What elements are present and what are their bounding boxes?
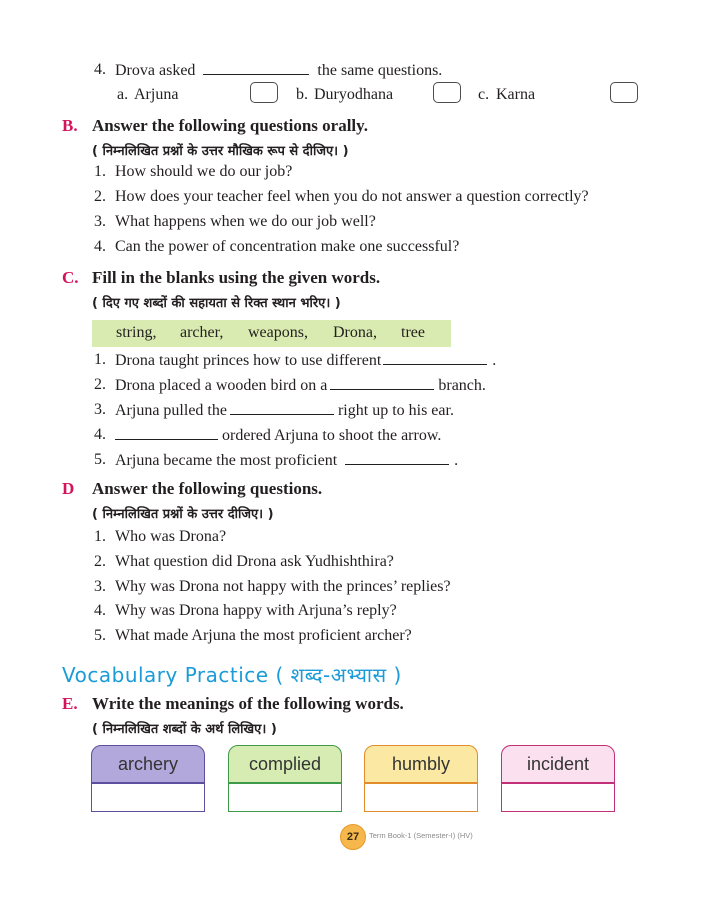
option-b-checkbox[interactable] (433, 82, 461, 103)
item-number: 1. (94, 528, 106, 545)
item-before: Drona taught princes how to use different (115, 352, 382, 369)
word-bank-item: tree (401, 324, 425, 341)
meaning-answer-box[interactable] (228, 783, 342, 812)
vocabulary-title: Vocabulary Practice ( शब्द-अभ्यास ) (62, 663, 402, 687)
meaning-answer-box[interactable] (364, 783, 478, 812)
item-text (115, 375, 486, 396)
fill-blank[interactable] (383, 350, 487, 365)
q4-options (0, 85, 704, 107)
item-number: 4. (94, 602, 106, 619)
q4-row (0, 60, 704, 80)
item-text: How does your teacher feel when you do not answer a question correctly? (115, 188, 589, 205)
item-text (115, 425, 441, 446)
option-b-text: Duryodhana (314, 86, 394, 103)
item-number: 2. (94, 188, 106, 205)
q4-number: 4. (94, 61, 106, 78)
section-c-title: Fill in the blanks using the given words. (92, 268, 381, 287)
meaning-answer-box[interactable] (91, 783, 205, 812)
item-number: 5. (94, 627, 106, 644)
item-before: Arjuna pulled the (115, 402, 227, 419)
item-after: branch. (438, 377, 486, 394)
option-b-letter: b. (296, 86, 308, 103)
q4-text (115, 60, 442, 81)
item-text (115, 350, 496, 371)
item-after: . (454, 452, 459, 469)
word-bank-item: Drona, (333, 324, 377, 341)
q4-before: Drova asked (115, 62, 196, 79)
word-card-archery (91, 745, 205, 811)
item-text: Why was Drona not happy with the princes’ replies? (115, 578, 451, 595)
item-text: Can the power of concentration make one successful? (115, 238, 460, 255)
item-text: How should we do our job? (115, 163, 293, 180)
section-b-hindi: ( निम्नलिखित प्रश्नों के उत्तर मौखिक रूप से दीजिए। ) (92, 144, 349, 159)
word-card-humbly (364, 745, 478, 811)
item-number: 3. (94, 401, 106, 418)
fill-blank[interactable] (115, 425, 218, 440)
item-number: 4. (94, 238, 106, 255)
word-card-label: incident (501, 745, 615, 783)
word-card-complied (228, 745, 342, 811)
item-after: . (492, 352, 497, 369)
word-card-label: complied (228, 745, 342, 783)
word-bank-item: archer, (180, 324, 224, 341)
section-d-title: Answer the following questions. (92, 479, 323, 498)
item-text (115, 450, 458, 471)
item-before: Drona placed a wooden bird on a (115, 377, 328, 394)
option-a-text: Arjuna (134, 86, 179, 103)
fill-blank[interactable] (230, 400, 334, 415)
footer-book-title: Term Book-1 (Semester-I) (HV) (369, 831, 473, 840)
section-c-hindi: ( दिए गए शब्दों की सहायता से रिक्त स्थान भरिए। ) (92, 296, 341, 311)
item-text: What made Arjuna the most proficient archer? (115, 627, 412, 644)
item-before: Arjuna became the most proficient (115, 452, 338, 469)
item-number: 5. (94, 451, 106, 468)
page-number-badge: 27 (340, 824, 366, 850)
fill-blank[interactable] (330, 375, 434, 390)
word-card-label: humbly (364, 745, 478, 783)
word-card-label: archery (91, 745, 205, 783)
q4-blank[interactable] (203, 60, 309, 75)
q4-after: the same questions. (317, 62, 443, 79)
word-bank-item: weapons, (248, 324, 308, 341)
section-b-letter: B. (62, 116, 78, 135)
item-number: 4. (94, 426, 106, 443)
item-text (115, 400, 454, 421)
item-after: right up to his ear. (337, 402, 454, 419)
meaning-answer-box[interactable] (501, 783, 615, 812)
section-e-letter: E. (62, 694, 78, 713)
section-c-letter: C. (62, 268, 79, 287)
item-number: 1. (94, 351, 106, 368)
section-d-letter: D (62, 479, 75, 498)
item-number: 3. (94, 578, 106, 595)
item-number: 3. (94, 213, 106, 230)
option-a-letter: a. (117, 86, 129, 103)
section-d-hindi: ( निम्नलिखित प्रश्नों के उत्तर दीजिए। ) (92, 507, 274, 522)
item-number: 2. (94, 376, 106, 393)
item-text: Who was Drona? (115, 528, 227, 545)
item-text: Why was Drona happy with Arjuna’s reply? (115, 602, 397, 619)
fill-blank[interactable] (345, 450, 449, 465)
item-after: ordered Arjuna to shoot the arrow. (222, 427, 442, 444)
option-c-checkbox[interactable] (610, 82, 638, 103)
item-number: 2. (94, 553, 106, 570)
word-card-incident (501, 745, 615, 811)
section-e-title: Write the meanings of the following words. (92, 694, 404, 713)
item-text: What happens when we do our job well? (115, 213, 376, 230)
option-a-checkbox[interactable] (250, 82, 278, 103)
section-e-hindi: ( निम्नलिखित शब्दों के अर्थ लिखिए। ) (92, 722, 277, 737)
word-bank (92, 320, 451, 347)
option-c-text: Karna (496, 86, 536, 103)
section-b-title: Answer the following questions orally. (92, 116, 368, 135)
word-bank-item: string, (116, 324, 157, 341)
option-c-letter: c. (478, 86, 490, 103)
item-number: 1. (94, 163, 106, 180)
item-text: What question did Drona ask Yudhishthira? (115, 553, 394, 570)
